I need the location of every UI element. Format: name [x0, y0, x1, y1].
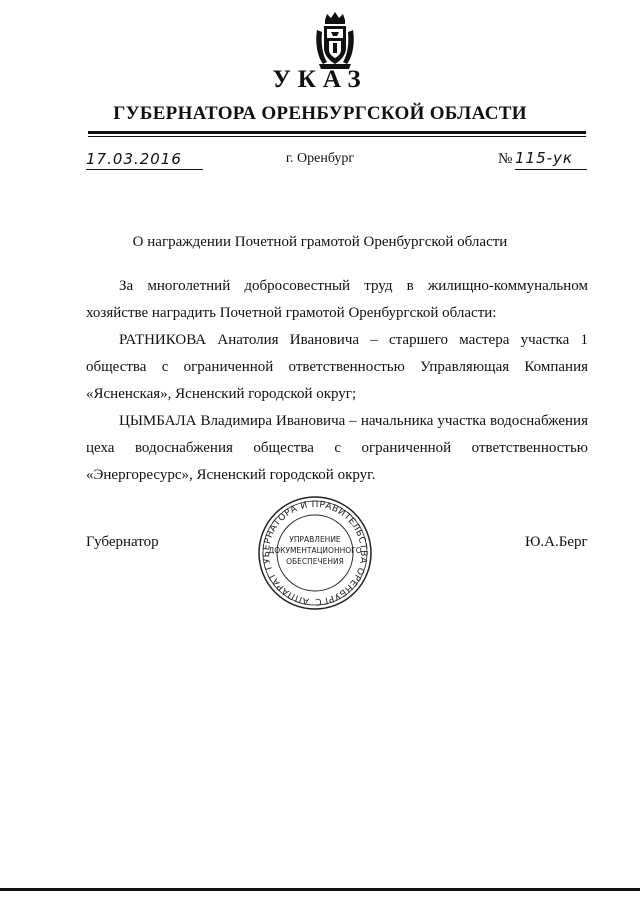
intro-paragraph	[86, 273, 588, 327]
decree-date: 17.03.2016	[86, 150, 182, 168]
stamp-line-3: ОБЕСПЕЧЕНИЯ	[286, 557, 344, 566]
signature-position: Губернатор	[86, 534, 159, 550]
official-stamp	[245, 495, 385, 613]
number-underline	[515, 169, 587, 170]
page-bottom-rule	[0, 888, 640, 891]
coat-of-arms-icon	[313, 12, 357, 70]
decree-subject: О награждении Почетной грамотой Оренбургской области	[132, 234, 508, 250]
header-rule-thick	[88, 131, 586, 134]
header-rule-thin	[88, 136, 586, 137]
city-label: г. Оренбург	[285, 151, 355, 166]
awardee-2-text: ЦЫМБАЛА Владимира Ивановича – начальника участка водоснабжения цеха водоснабжения общества с ограниченной ответственностью «Энергоресурс», Ясненский городской округ.	[86, 413, 588, 483]
decree-title: УКАЗ	[272, 66, 368, 93]
awardee-2-paragraph	[86, 408, 588, 489]
awardee-1-text: РАТНИКОВА Анатолия Ивановича – старшего мастера участка 1 общества с ограниченной ответственностью Управляющая Компания «Ясненская», Ясненский городской округ;	[86, 332, 588, 402]
number-label: №	[498, 151, 513, 167]
date-underline	[86, 169, 203, 170]
decree-number: 115-ук	[515, 149, 573, 167]
issuer-title: ГУБЕРНАТОРА ОРЕНБУРГСКОЙ ОБЛАСТИ	[113, 103, 527, 124]
intro-text: За многолетний добросовестный труд в жилищно-коммунальном хозяйстве наградить Почетной грамотой Оренбургской области:	[86, 278, 588, 321]
awardee-1-paragraph	[86, 327, 588, 408]
stamp-line-1: УПРАВЛЕНИЕ	[289, 535, 341, 544]
signature-name: Ю.А.Берг	[525, 534, 588, 550]
stamp-outer-text: АППАРАТ ГУБЕРНАТОРА И ПРАВИТЕЛЬСТВА ОРЕНБУРГС	[261, 499, 369, 607]
stamp-line-2: ДОКУМЕНТАЦИОННОГО	[268, 546, 362, 555]
